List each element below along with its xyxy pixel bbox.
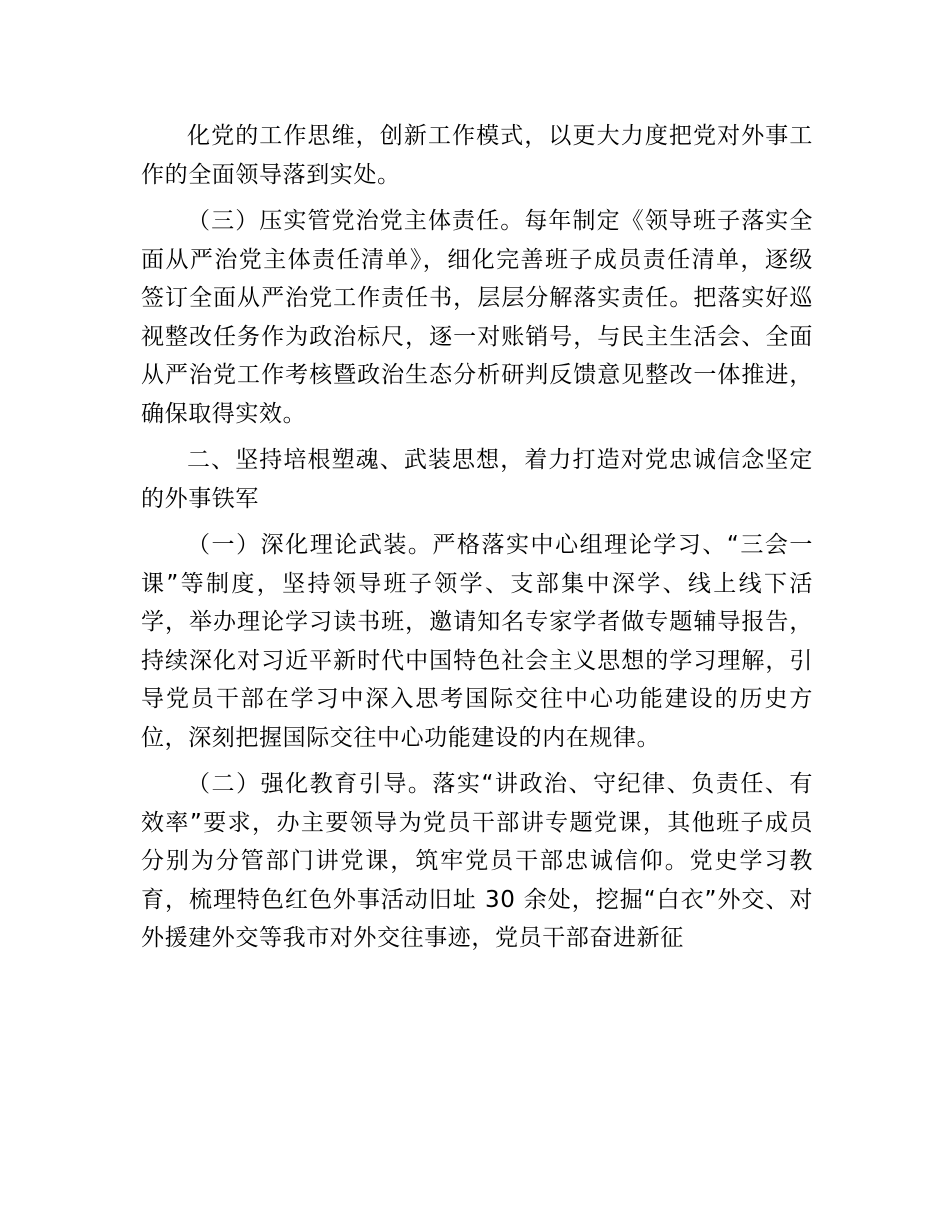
paragraph-section-3: （三）压实管党治党主体责任。每年制定《领导班子落实全面从严治党主体责任清单》，细化完善班子成员责任清单，逐级签订全面从严治党工作责任书，层层分解落实责任。把落实好巡视整改任务作为政治标尺，逐一对账销号，与民主生活会、全面从严治党工作考核暨政治生态分析研判反馈意见整改一体推进，确保取得实效。 xyxy=(141,208,813,427)
paragraph-continuation: 化党的工作思维，创新工作模式，以更大力度把党对外事工作的全面领导落到实处。 xyxy=(141,123,813,188)
document-body xyxy=(141,117,813,966)
paragraph-subsection-2: （二）强化教育引导。落实“讲政治、守纪律、负责任、有效率”要求，办主要领导为党员干部讲专题党课，其他班子成员分别为分管部门讲党课，筑牢党员干部忠诚信仰。党史学习教育，梳理特色红色外事活动旧址 30 余处，挖掘“白衣”外交、对外援建外交等我市对外交往事迹，党员干部奋进新征 xyxy=(141,771,813,951)
section-heading-2: 二、坚持培根塑魂、武装思想，着力打造对党忠诚信念坚定的外事铁军 xyxy=(141,447,813,512)
paragraph-subsection-1: （一）深化理论武装。严格落实中心组理论学习、“三会一课”等制度，坚持领导班子领学、支部集中深学、线上线下活学，举办理论学习读书班，邀请知名专家学者做专题辅导报告，持续深化对习近平新时代中国特色社会主义思想的学习理解，引导党员干部在学习中深入思考国际交往中心功能建设的历史方位，深刻把握国际交往中心功能建设的内在规律。 xyxy=(141,532,813,751)
